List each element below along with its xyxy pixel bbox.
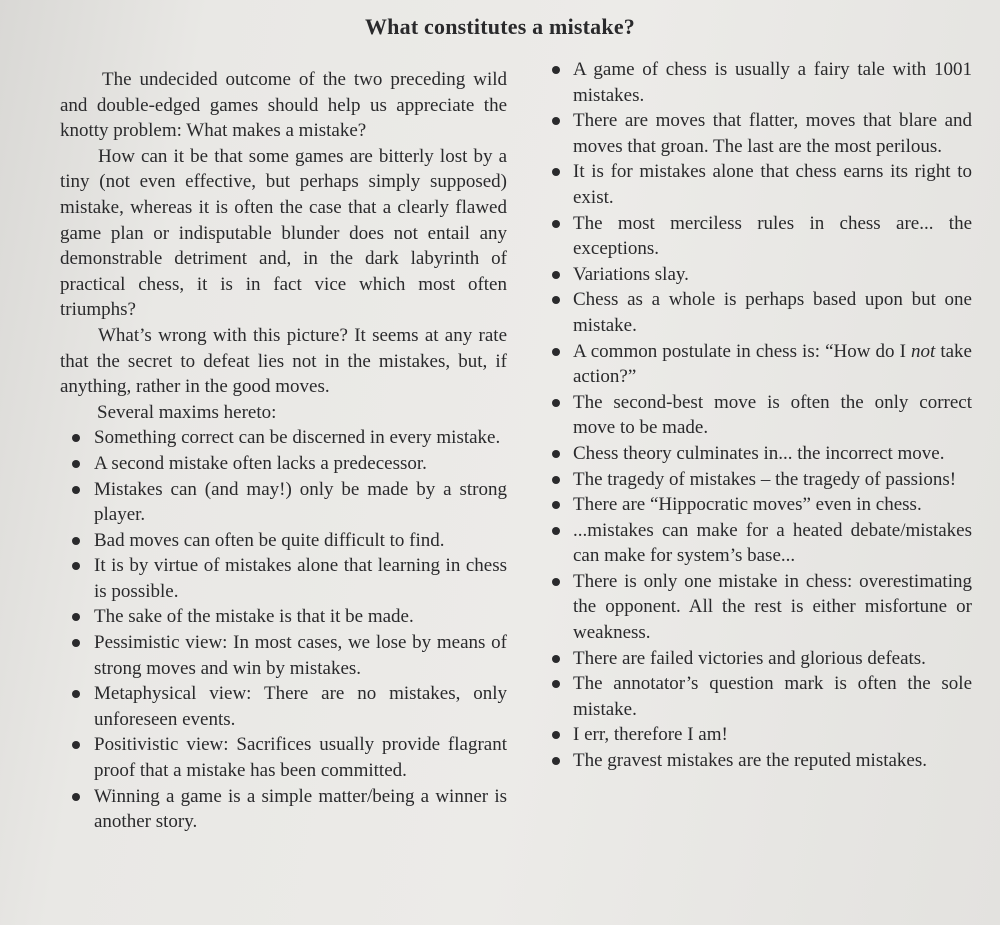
list-item bbox=[60, 604, 507, 630]
list-item bbox=[547, 390, 972, 441]
paragraph: How can it be that some games are bitterly lost by a tiny (not even effective, but perhaps simply supposed) mistake, whereas it is often the case that a clearly flawed game plan or indisputable blunder does not entail any demonstrable detriment and, in the dark labyrinth of practical chess, it is in fact vice which most often triumphs? bbox=[60, 145, 507, 321]
list-item-text: The sake of the mistake is that it be made. bbox=[94, 606, 414, 628]
list-item-text: There are “Hippocratic moves” even in chess. bbox=[573, 494, 922, 516]
list-item-text: It is by virtue of mistakes alone that learning in chess is possible. bbox=[94, 555, 507, 602]
bullet-icon bbox=[552, 731, 560, 739]
bullet-icon bbox=[552, 66, 560, 74]
bullet-icon bbox=[552, 757, 560, 765]
list-item-text: Variations slay. bbox=[573, 263, 689, 285]
list-item bbox=[547, 211, 972, 262]
list-item bbox=[547, 57, 972, 108]
list-item bbox=[60, 528, 507, 554]
bullet-icon bbox=[552, 296, 560, 304]
list-item bbox=[60, 630, 507, 681]
bullet-icon bbox=[72, 486, 80, 494]
list-item-text: The second-best move is often the only correct move to be made. bbox=[573, 391, 972, 439]
list-item-text: Metaphysical view: There are no mistakes, only unforeseen events. bbox=[94, 683, 507, 730]
list-item bbox=[547, 159, 972, 210]
bullet-icon bbox=[552, 220, 560, 228]
postulate-text-before: A common postulate in chess is: “How do I bbox=[573, 340, 911, 362]
bullet-icon bbox=[552, 168, 560, 176]
list-item-text: The tragedy of mistakes – the tragedy of passions! bbox=[573, 468, 957, 490]
bullet-icon bbox=[552, 501, 560, 509]
list-item bbox=[60, 784, 507, 835]
list-item-text: The most merciless rules in chess are... the exceptions. bbox=[573, 212, 972, 260]
bullet-icon bbox=[552, 450, 560, 458]
list-item-text: It is for mistakes alone that chess earns its right to exist. bbox=[573, 161, 972, 208]
list-item-text: The annotator’s question mark is often the sole mistake. bbox=[573, 673, 972, 720]
list-item-text: Pessimistic view: In most cases, we lose by means of strong moves and win by mistakes. bbox=[94, 632, 507, 679]
bullet-icon bbox=[552, 399, 560, 407]
bullet-icon bbox=[72, 793, 80, 801]
list-item-text: Bad moves can often be quite difficult to find. bbox=[94, 529, 445, 551]
list-item-text: A game of chess is usually a fairy tale with 1001 mistakes. bbox=[573, 59, 972, 106]
list-item bbox=[547, 748, 972, 774]
right-maxims-list bbox=[547, 57, 972, 774]
list-item bbox=[547, 722, 972, 748]
list-item bbox=[60, 681, 507, 732]
list-item bbox=[547, 441, 972, 467]
list-item-text: Positivistic view: Sacrifices usually provide flagrant proof that a mistake has been committed. bbox=[94, 734, 507, 782]
list-item-text: There are moves that flatter, moves that blare and moves that groan. The last are the most perilous. bbox=[573, 110, 972, 157]
bullet-icon bbox=[552, 655, 560, 663]
list-item bbox=[547, 492, 972, 518]
list-item bbox=[60, 732, 507, 783]
list-item-text: Mistakes can (and may!) only be made by a strong player. bbox=[94, 478, 507, 526]
right-column bbox=[547, 57, 972, 774]
list-item bbox=[547, 108, 972, 159]
list-item-text: Winning a game is a simple matter/being a winner is another story. bbox=[94, 785, 507, 833]
list-item bbox=[547, 671, 972, 722]
list-item-postulate bbox=[547, 339, 972, 390]
list-item-text: There is only one mistake in chess: overestimating the opponent. All the rest is either misfortune or weakness. bbox=[573, 570, 972, 644]
list-item bbox=[547, 467, 972, 493]
list-item bbox=[547, 262, 972, 288]
bullet-icon bbox=[552, 117, 560, 125]
list-item bbox=[547, 569, 972, 646]
list-item bbox=[547, 287, 972, 338]
bullet-icon bbox=[72, 639, 80, 647]
maxims-intro: Several maxims hereto: bbox=[97, 401, 277, 423]
bullet-icon bbox=[72, 460, 80, 468]
bullet-icon bbox=[552, 578, 560, 586]
list-item bbox=[60, 477, 507, 528]
list-item-text: A second mistake often lacks a predecessor. bbox=[94, 452, 427, 474]
list-item bbox=[60, 451, 507, 477]
bullet-icon bbox=[552, 476, 560, 484]
postulate-emphasis: not bbox=[910, 340, 936, 362]
bullet-icon bbox=[552, 271, 560, 279]
list-item-text: The gravest mistakes are the reputed mistakes. bbox=[573, 750, 928, 772]
bullet-icon bbox=[72, 434, 80, 442]
list-item-text: Chess theory culminates in... the incorrect move. bbox=[573, 442, 945, 464]
bullet-icon bbox=[72, 537, 80, 545]
list-item-text: I err, therefore I am! bbox=[573, 724, 728, 746]
bullet-icon bbox=[552, 527, 560, 535]
bullet-icon bbox=[72, 562, 80, 570]
left-column bbox=[60, 67, 507, 835]
list-item bbox=[547, 646, 972, 672]
bullet-icon bbox=[72, 613, 80, 621]
bullet-icon bbox=[552, 680, 560, 688]
paragraph: The undecided outcome of the two preceding wild and double-edged games should help us appreciate the knotty problem: What makes a mistake? bbox=[60, 69, 507, 142]
list-item-text: Something correct can be discerned in every mistake. bbox=[94, 427, 501, 449]
bullet-icon bbox=[552, 348, 560, 356]
left-maxims-list bbox=[60, 425, 507, 835]
page-title: What constitutes a mistake? bbox=[364, 14, 635, 39]
list-item-text: Chess as a whole is perhaps based upon but one mistake. bbox=[573, 289, 972, 336]
list-item bbox=[547, 518, 972, 569]
list-item bbox=[60, 425, 507, 451]
list-item bbox=[60, 553, 507, 604]
bullet-icon bbox=[72, 741, 80, 749]
list-item-text: There are failed victories and glorious defeats. bbox=[573, 647, 926, 669]
bullet-icon bbox=[72, 690, 80, 698]
paragraph: What’s wrong with this picture? It seems at any rate that the secret to defeat lies not in the mistakes, but, if anything, rather in the good moves. bbox=[60, 324, 507, 398]
list-item-text: ...mistakes can make for a heated debate/mistakes can make for system’s base... bbox=[573, 519, 972, 567]
postulate-text-after: take action?” bbox=[573, 340, 972, 388]
